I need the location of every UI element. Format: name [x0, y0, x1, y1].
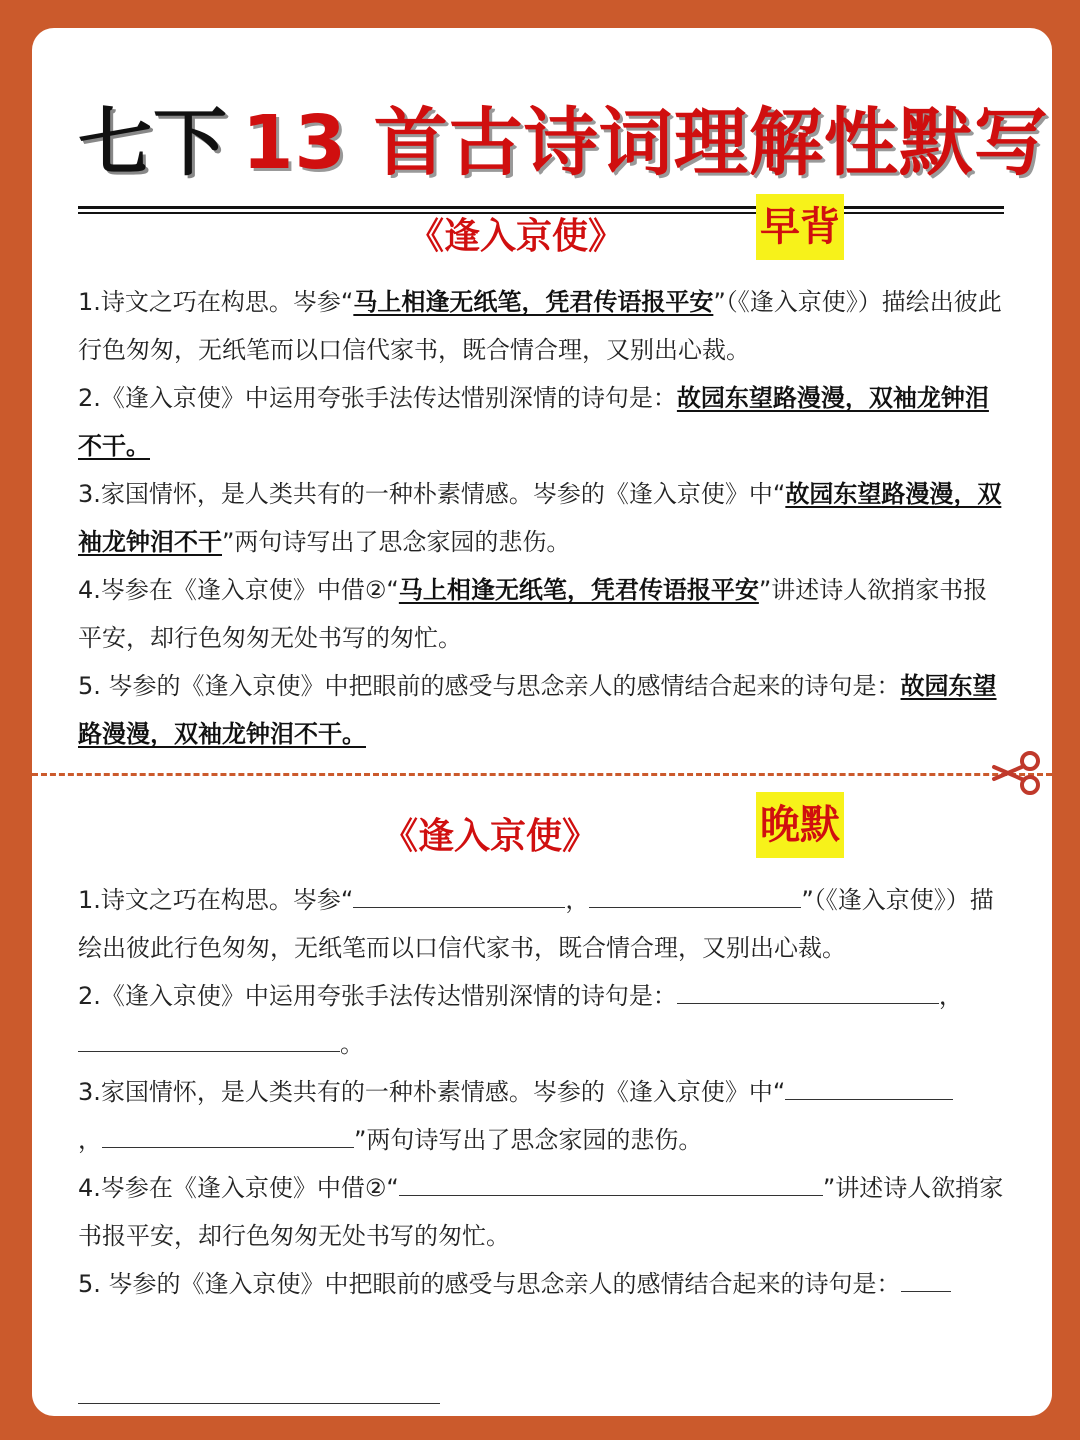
evening-item-1: 1.诗文之巧在构思。岑参“ ， ”（《逢入京使》）描绘出彼此行色匆匆，无纸笔而以口信代家书，既合情合理，又别出心裁。	[78, 876, 1006, 972]
scissors-icon	[990, 748, 1046, 798]
answer-blank[interactable]	[589, 877, 801, 908]
worksheet-card	[32, 28, 1052, 1416]
answer-blank[interactable]	[102, 1117, 354, 1148]
evening-item-2: 2.《逢入京使》中运用夸张手法传达惜别深情的诗句是： ， 。	[78, 972, 1006, 1068]
title-grade: 七下	[78, 100, 228, 186]
morning-item-4: 4.岑参在《逢入京使》中借②“马上相逢无纸笔，凭君传语报平安”讲述诗人欲捎家书报平安，却行色匆匆无处书写的匆忙。	[78, 576, 988, 652]
answer-blank[interactable]	[901, 1261, 951, 1292]
title-topic: 13 首古诗词理解性默写	[242, 100, 1049, 186]
answer-blank[interactable]	[353, 877, 565, 908]
evening-item-3: 3.家国情怀，是人类共有的一种朴素情感。岑参的《逢入京使》中“ ， ”两句诗写出了思念家园的悲伤。	[78, 1068, 1006, 1164]
answer-blank[interactable]	[677, 973, 939, 1004]
morning-tag: 早背	[756, 194, 844, 260]
page-title	[78, 98, 1049, 188]
answer-blank[interactable]	[785, 1069, 953, 1100]
answer-blank[interactable]	[78, 1021, 340, 1052]
evening-tag: 晚默	[756, 792, 844, 858]
evening-questions	[78, 876, 1006, 1420]
evening-poem-title: 《逢入京使》	[382, 816, 599, 857]
answer-blank[interactable]	[78, 1373, 440, 1404]
morning-poem-title: 《逢入京使》	[408, 216, 625, 257]
morning-item-1: 1.诗文之巧在构思。岑参“马上相逢无纸笔，凭君传语报平安”（《逢入京使》）描绘出彼此行色匆匆，无纸笔而以口信代家书，既合情合理，又别出心裁。	[78, 288, 1002, 364]
evening-item-4: 4.岑参在《逢入京使》中借②“ ”讲述诗人欲捎家书报平安，却行色匆匆无处书写的匆忙。	[78, 1164, 1006, 1260]
morning-answers	[78, 278, 1006, 758]
morning-item-3: 3.家国情怀，是人类共有的一种朴素情感。岑参的《逢入京使》中“故园东望路漫漫，双袖龙钟泪不干”两句诗写出了思念家园的悲伤。	[78, 480, 1002, 556]
morning-item-2: 2.《逢入京使》中运用夸张手法传达惜别深情的诗句是：故园东望路漫漫，双袖龙钟泪不干。	[78, 384, 989, 460]
evening-item-5: 5. 岑参的《逢入京使》中把眼前的感受与思念亲人的感情结合起来的诗句是：	[78, 1260, 1006, 1420]
cut-line	[32, 773, 1052, 776]
answer-blank[interactable]	[399, 1165, 823, 1196]
morning-item-5: 5. 岑参的《逢入京使》中把眼前的感受与思念亲人的感情结合起来的诗句是：故园东望路漫漫，双袖龙钟泪不干。	[78, 672, 997, 748]
